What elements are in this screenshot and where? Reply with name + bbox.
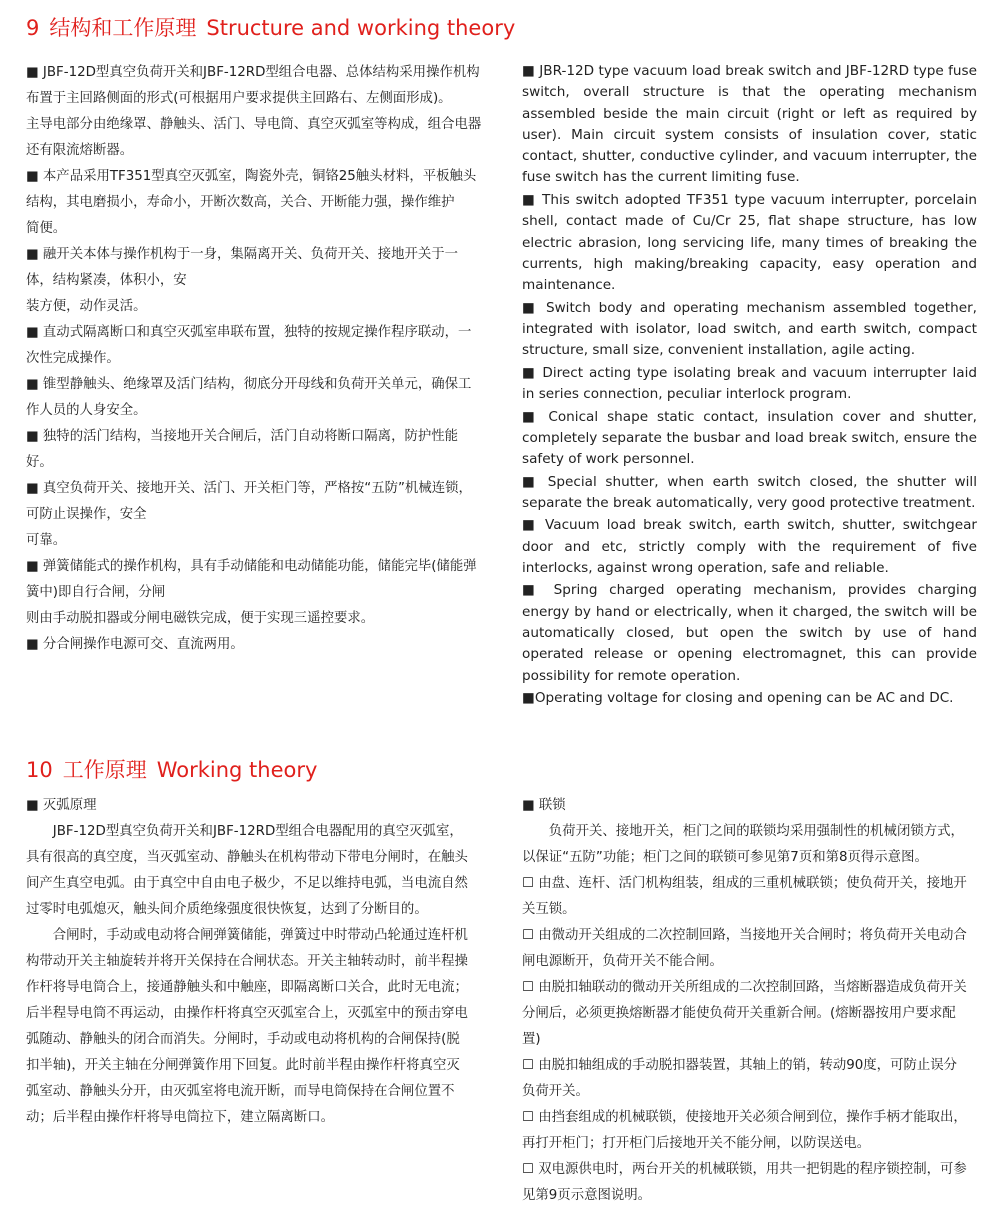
cn-paragraph: ■ 独特的活门结构，当接地开关合闸后，活门自动将断口隔离，防护性能好。 (26, 429, 459, 470)
cn-paragraph: ■ 锥型静触头、绝缘罩及活门结构，彻底分开母线和负荷开关单元，确保工作人员的人身安全。 (26, 377, 472, 418)
cn-paragraph: ■ 分合闸操作电源可交、直流两用。 (26, 637, 244, 652)
interlock-item: ☐ 由脱扣轴组成的手动脱扣器装置，其轴上的销，转动90度，可防止误分负荷开关。 (522, 1058, 958, 1099)
en-paragraph: ■ Spring charged operating mechanism, provides charging energy by hand or electrically, when it charged, the switch will be automatically closed, but open the switch by use of hand operated release or opening electromagnet, this can provide possibility for remote operation. (522, 582, 977, 684)
arc-principle-heading: ■ 灭弧原理 (26, 798, 97, 813)
cn-paragraph: 装方便，动作灵活。 (26, 299, 147, 314)
en-paragraph: ■ Conical shape static contact, insulation cover and shutter, completely separate the busbar and load break switch, ensure the safety of work personnel. (522, 408, 977, 468)
section-9-number: 9 (26, 16, 40, 40)
interlock-item: ☐ 由微动开关组成的二次控制回路，当接地开关合闸时；将负荷开关电动合闸电源断开，负荷开关不能合闸。 (522, 928, 967, 969)
interlock-item: ☐ 由脱扣轴联动的微动开关所组成的二次控制回路，当熔断器造成负荷开关分闸后，必须更换熔断器才能使负荷开关重新合闸。(熔断器按用户要求配置) (522, 980, 967, 1047)
interlock-column (522, 793, 970, 1209)
cn-paragraph: ■ 弹簧储能式的操作机构，具有手动储能和电动储能功能，储能完毕(储能弹簧中)即自行合闸，分闸 (26, 559, 477, 600)
section-10-title (26, 756, 317, 784)
section-10-number: 10 (26, 758, 53, 782)
interlock-item: ☐ 由盘、连杆、活门机构组装，组成的三重机械联锁；使负荷开关，接地开关互锁。 (522, 876, 967, 917)
arc-paragraph: JBF-12D型真空负荷开关和JBF-12RD型组合电器配用的真空灭弧室，具有很高的真空度，当灭弧室动、静触头在机构带动下带电分闸时，在触头间产生真空电弧。由于真空中自由电子极少，不足以维持电弧，当电流自然过零时电弧熄灭，触头间介质绝缘强度很快恢复，达到了分断目的。 (26, 824, 468, 917)
cn-paragraph: 则由手动脱扣器或分闸电磁铁完成，便于实现三遥控要求。 (26, 611, 375, 626)
cn-paragraph: 简便。 (26, 221, 67, 236)
interlock-item: ☐ 由挡套组成的机械联锁，使接地开关必须合闸到位，操作手柄才能取出，再打开柜门；打开柜门后接地开关不能分闸，以防误送电。 (522, 1110, 967, 1151)
interlock-paragraph: 负荷开关、接地开关，柜门之间的联锁均采用强制性的机械闭锁方式，以保证“五防”功能；柜门之间的联锁可参见第7页和第8页得示意图。 (522, 824, 964, 865)
interlock-heading: ■ 联锁 (522, 798, 566, 813)
arc-extinguishing-column (26, 793, 468, 1131)
section-9-title-cn: 结构和工作原理 (49, 16, 197, 40)
en-paragraph: ■ This switch adopted TF351 type vacuum interrupter, porcelain shell, contact made of Cu/Cr 25, flat shape structure, has low electric abrasion, long servicing life, many times of breaking the currents, high making/breaking capacity, easy operation and maintenance. (522, 191, 977, 294)
cn-paragraph: 主导电部分由绝缘罩、静触头、活门、导电筒、真空灭弧室等构成，组合电器还有限流熔断器。 (26, 117, 482, 158)
section-10-title-en: Working theory (156, 758, 318, 782)
cn-paragraph: 可靠。 (26, 533, 67, 548)
interlock-item: ☐ 双电源供电时，两台开关的机械联锁，用共一把钥匙的程序锁控制，可参见第9页示意图说明。 (522, 1162, 967, 1203)
en-paragraph: ■ JBR-12D type vacuum load break switch and JBF-12RD type fuse switch, overall structure is that the operating mechanism assembled beside the main circuit (right or left as required by user). Main circuit system consists of insulation cover, static contact, shutter, conductive cylinder, and vacuum interrupter, the fuse switch has the current limiting fuse. (522, 63, 977, 186)
section-10-title-cn: 工作原理 (62, 758, 147, 782)
en-paragraph: ■Operating voltage for closing and opening can be AC and DC. (522, 690, 954, 707)
section-9-title-en: Structure and working theory (206, 16, 516, 40)
cn-paragraph: ■ 融开关本体与操作机构于一身，集隔离开关、负荷开关、接地开关于一体，结构紧凑，体积小，安 (26, 247, 459, 288)
en-paragraph: ■ Direct acting type isolating break and vacuum interrupter laid in series connection, peculiar interlock program. (522, 364, 977, 403)
en-paragraph: ■ Switch body and operating mechanism assembled together, integrated with isolator, load switch, and earth switch, compact structure, small size, convenient installation, agile acting. (522, 299, 977, 359)
cn-paragraph: ■ 直动式隔离断口和真空灭弧室串联布置，独特的按规定操作程序联动，一次性完成操作。 (26, 325, 472, 366)
cn-paragraph: ■ 本产品采用TF351型真空灭弧室，陶瓷外壳，铜铬25触头材料，平板触头结构，其电磨损小，寿命小，开断次数高，关合、开断能力强，操作维护 (26, 169, 477, 210)
section-9-english-column (522, 61, 977, 711)
arc-paragraph: 合闸时，手动或电动将合闸弹簧储能，弹簧过中时带动凸轮通过连杆机构带动开关主轴旋转并将开关保持在合闸状态。开关主轴转动时，前半程操作杆将导电筒合上，接通静触头和中触座，即隔离断口关合，此时无电流；后半程导电筒不再运动，由操作杆将真空灭弧室合上，灭弧室中的预击穿电弧随动、静触头的闭合而消失。分闸时，手动或电动将机构的合闸保持(脱扣半轴)，开关主轴在分闸弹簧作用下回复。此时前半程由操作杆将真空灭弧室动、静触头分开，由灭弧室将电流开断，而导电筒保持在合闸位置不动；后半程由操作杆将导电筒拉下，建立隔离断口。 (26, 928, 468, 1125)
en-paragraph: ■ Special shutter, when earth switch closed, the shutter will separate the break automatically, very good protective treatment. (522, 473, 977, 511)
section-9-chinese-column (26, 60, 484, 658)
en-paragraph: ■ Vacuum load break switch, earth switch, shutter, switchgear door and etc, strictly comply with the requirement of five interlocks, against wrong operation, safe and reliable. (522, 517, 977, 576)
cn-paragraph: ■ JBF-12D型真空负荷开关和JBF-12RD型组合电器、总体结构采用操作机构布置于主回路侧面的形式(可根据用户要求提供主回路右、左侧面形成)。 (26, 65, 480, 106)
cn-paragraph: ■ 真空负荷开关、接地开关、活门、开关柜门等，严格按“五防”机械连锁，可防止误操作，安全 (26, 481, 472, 522)
section-9-title (26, 14, 515, 42)
